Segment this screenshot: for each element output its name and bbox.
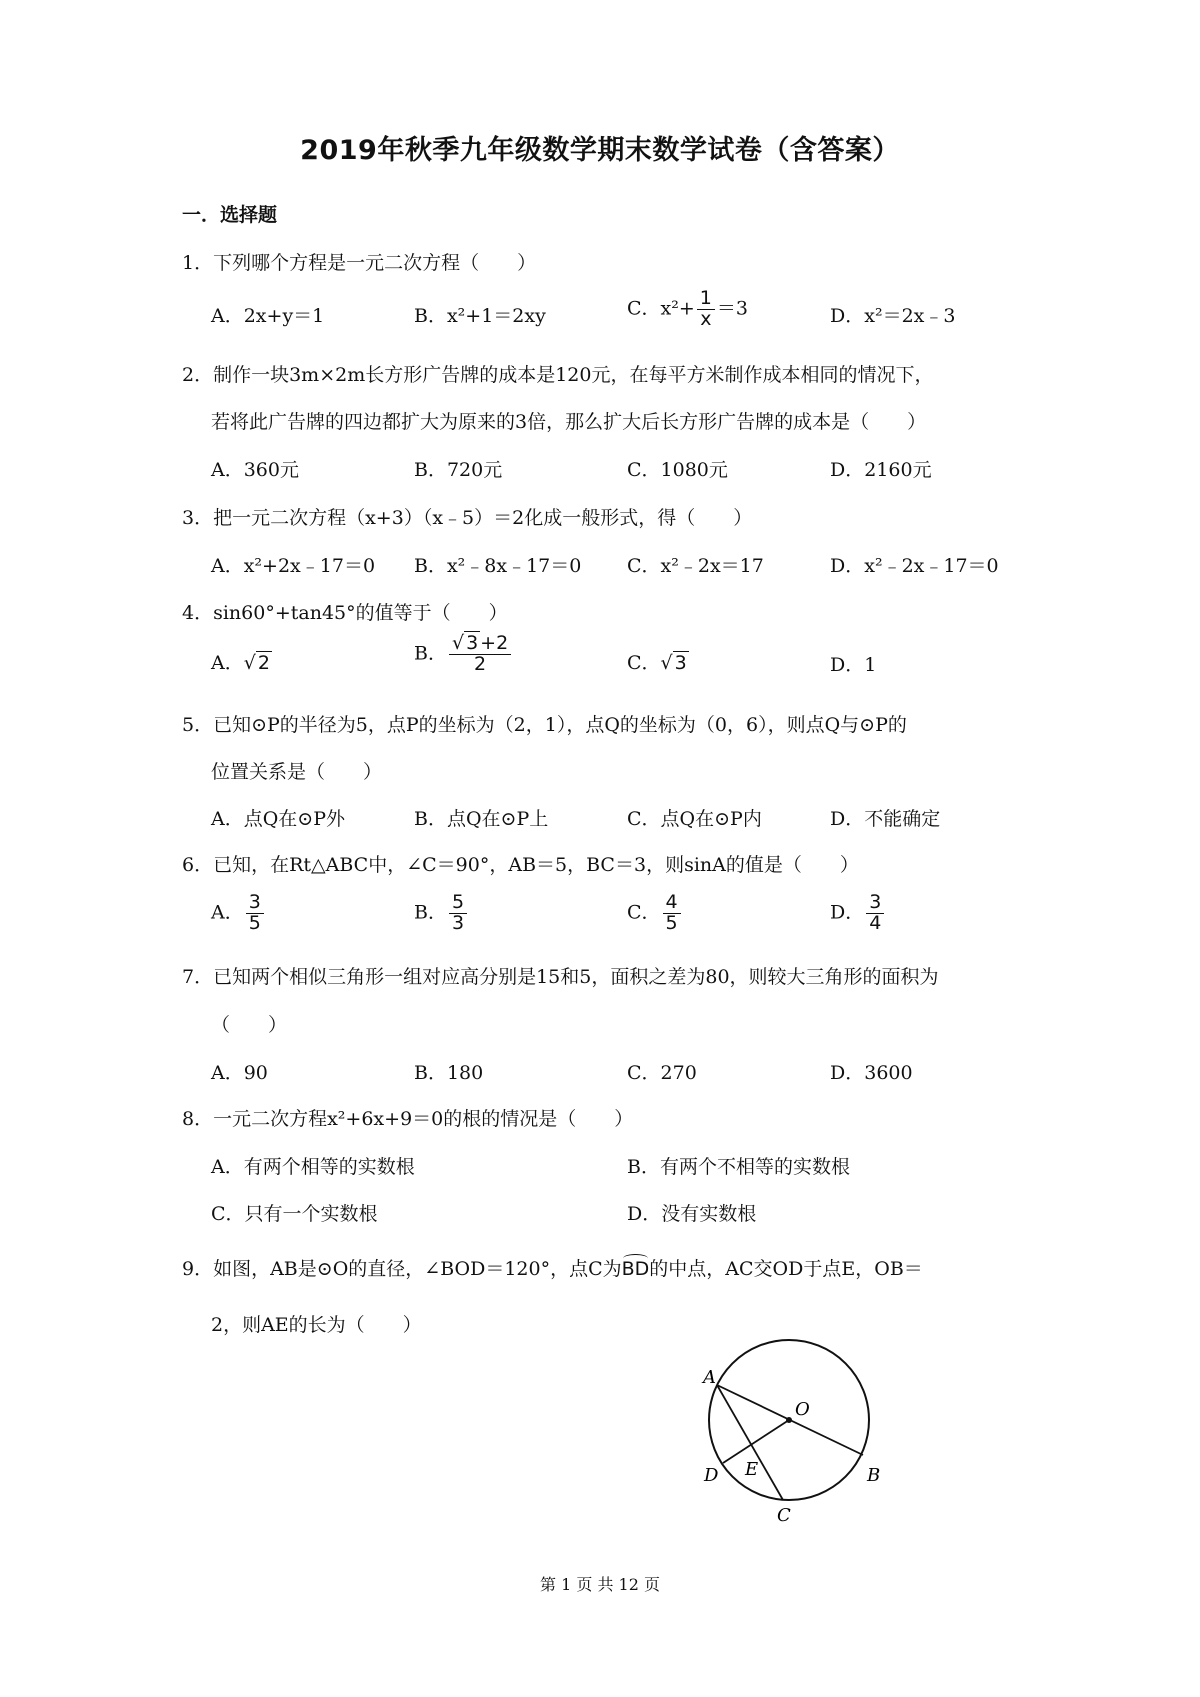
q1-option-a: A．2x+y＝1 <box>211 305 325 327</box>
fraction: $\frac{3}{4}$ <box>866 893 884 934</box>
q3-option-d: D．x²﹣2x﹣17＝0 <box>830 555 999 577</box>
q2-option-b: B．720元 <box>414 459 503 481</box>
q5-option-d: D．不能确定 <box>830 808 941 830</box>
fraction: $\frac{1}{x}$ <box>697 289 715 330</box>
q1-option-d: D．x²＝2x﹣3 <box>830 305 956 327</box>
q3-option-b: B．x²﹣8x﹣17＝0 <box>414 555 582 577</box>
question-6-stem: 6．已知，在Rt△ABC中，∠C＝90°，AB＝5，BC＝3，则sinA的值是（ ） <box>182 854 859 876</box>
q1-option-b: B．x²+1＝2xy <box>414 305 546 327</box>
q3-option-a: A．x²+2x﹣17＝0 <box>211 555 376 577</box>
q1-option-c: C．x²+ $\frac{1}{x}$ ＝3 <box>627 287 748 330</box>
question-1-stem: 1．下列哪个方程是一元二次方程（ ） <box>182 252 537 274</box>
fraction: $\frac{5}{3}$ <box>449 893 467 934</box>
question-2-line-2: 若将此广告牌的四边都扩大为原来的3倍，那么扩大后长方形广告牌的成本是（ ） <box>211 411 927 433</box>
question-2-line-1: 2．制作一块3m×2m长方形广告牌的成本是120元，在每平方米制作成本相同的情况下， <box>182 364 934 386</box>
q8-option-c: C．只有一个实数根 <box>211 1203 378 1225</box>
q6-option-d: D． $\frac{3}{4}$ <box>830 893 886 934</box>
q8-option-b: B．有两个不相等的实数根 <box>627 1156 850 1178</box>
square-root: √ 2 <box>243 652 270 674</box>
question-9-line-1: 9．如图，AB是⊙O的直径，∠BOD＝120°，点C为BD的中点，AC交OD于点E，OB＝ <box>182 1258 923 1280</box>
label-o: O <box>795 1399 810 1420</box>
label-e: E <box>745 1459 759 1480</box>
q6-option-a: A． $\frac{3}{5}$ <box>211 893 266 934</box>
fraction: $\frac{4}{5}$ <box>663 893 681 934</box>
q5-option-a: A．点Q在⊙P外 <box>211 808 346 830</box>
square-root: √ 3 <box>660 652 687 674</box>
question-7-line-2: （ ） <box>211 1014 288 1036</box>
q7-option-d: D．3600 <box>830 1062 913 1084</box>
chord-ac <box>717 1385 783 1500</box>
q7-option-c: C．270 <box>627 1062 697 1084</box>
page-title: 2019年秋季九年级数学期末数学试卷（含答案） <box>300 135 900 166</box>
label-c: C <box>777 1505 791 1525</box>
q8-option-d: D．没有实数根 <box>627 1203 757 1225</box>
q7-option-b: B．180 <box>414 1062 484 1084</box>
q7-option-a: A．90 <box>211 1062 268 1084</box>
page-footer: 第 1 页 共 12 页 <box>540 1575 660 1594</box>
fraction: $\frac{√ 3 +2}{2}$ <box>449 634 511 675</box>
label-d: D <box>704 1465 719 1486</box>
question-3-stem: 3．把一元二次方程（x+3）（x﹣5）＝2化成一般形式，得（ ） <box>182 507 753 529</box>
radius-od <box>723 1420 789 1463</box>
q2-option-a: A．360元 <box>211 459 299 481</box>
q4-option-b: B． $\frac{√ 3 +2}{2}$ <box>414 634 513 675</box>
q5-option-b: B．点Q在⊙P上 <box>414 808 549 830</box>
question-8-stem: 8．一元二次方程x²+6x+9＝0的根的情况是（ ） <box>182 1108 634 1130</box>
section-heading: 一．选择题 <box>182 204 278 226</box>
q6-option-c: C． $\frac{4}{5}$ <box>627 893 683 934</box>
q6-option-b: B． $\frac{5}{3}$ <box>414 893 469 934</box>
arc-bd: BD <box>621 1258 650 1280</box>
question-9-line-2: 2，则AE的长为（ ） <box>211 1314 422 1336</box>
q2-option-c: C．1080元 <box>627 459 728 481</box>
q4-option-a: A．√ 2 <box>211 652 270 674</box>
q3-option-c: C．x²﹣2x＝17 <box>627 555 764 577</box>
q4-option-c: C．√ 3 <box>627 652 687 674</box>
q8-option-a: A．有两个相等的实数根 <box>211 1156 415 1178</box>
center-point-o <box>786 1417 792 1423</box>
question-5-line-1: 5．已知⊙P的半径为5，点P的坐标为（2，1），点Q的坐标为（0，6），则点Q与⊙P的 <box>182 714 907 736</box>
q2-option-d: D．2160元 <box>830 459 932 481</box>
question-7-line-1: 7．已知两个相似三角形一组对应高分别是15和5，面积之差为80，则较大三角形的面积为 <box>182 966 939 988</box>
question-4-stem: 4．sin60°+tan45°的值等于（ ） <box>182 602 508 624</box>
label-b: B <box>867 1465 881 1486</box>
fraction: $\frac{3}{5}$ <box>246 893 264 934</box>
label-a: A <box>703 1367 716 1388</box>
q5-option-c: C．点Q在⊙P内 <box>627 808 762 830</box>
question-5-line-2: 位置关系是（ ） <box>211 761 383 783</box>
q4-option-d: D．1 <box>830 654 877 676</box>
circle-geometry-figure <box>695 1335 895 1525</box>
